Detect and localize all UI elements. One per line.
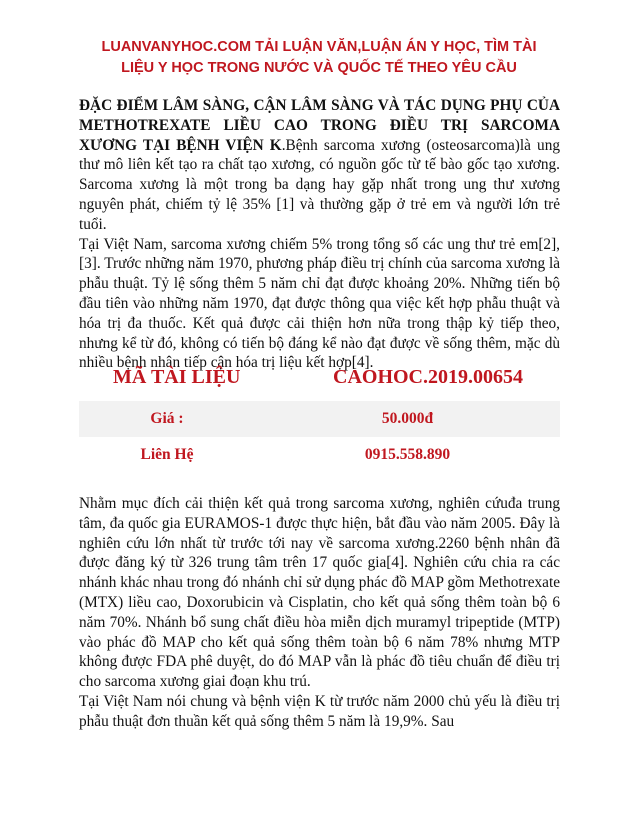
header-line-1: LUANVANYHOC.COM TẢI LUẬN VĂN,LUẬN ÁN Y HỌC, TÌM TÀI bbox=[101, 39, 537, 55]
site-header bbox=[40, 37, 598, 79]
price-row bbox=[79, 401, 560, 437]
contact-row bbox=[79, 437, 560, 473]
document-code-row bbox=[79, 364, 560, 394]
price-label: Giá : bbox=[79, 401, 255, 437]
paragraph-3: Nhằm mục đích cải thiện kết quả trong sarcoma xương, nghiên cứuđa trung tâm, đa quốc gia EURAMOS-1 được thực hiện, bắt đầu vào năm 2005. Đây là nghiên cứu lớn nhất từ trước tới nay về sarcoma xương.2260 bệnh nhân đã được đăng ký từ 326 trung tâm trên 17 quốc gia[4]. Nghiên cứu chia ra các nhánh khác nhau trong đó nhánh chỉ sử dụng phác đồ MAP gồm Methotrexate (MTX) liều cao, Doxorubicin và Cisplatin, cho kết quả sống thêm toàn bộ 6 năm 70%. Nhánh bổ sung chất điều hòa miễn dịch muramyl tripeptide (MTP) vào phác đồ MAP cho kết quả sống thêm toàn bộ 6 năm 78% nhưng MTP không được FDA phê duyệt, do đó MAP vẫn là phác đồ tiêu chuẩn để điều trị cho sarcoma xương giai đoạn khu trú. bbox=[79, 495, 560, 691]
price-contact-table bbox=[79, 401, 560, 473]
document-code-value: CAOHOC.2019.00654 bbox=[333, 366, 523, 388]
article-title: ĐẶC ĐIỂM LÂM SÀNG, CẬN LÂM SÀNG VÀ TÁC DỤNG PHỤ CỦA METHOTREXATE LIỀU CAO TRONG ĐIỀU TRỊ SARCOMA XƯƠNG TẠI BỆNH VIỆN K bbox=[79, 97, 560, 154]
contact-value[interactable]: 0915.558.890 bbox=[364, 446, 451, 463]
document-code-label: MÃ TÀI LIỆU bbox=[113, 366, 241, 388]
price-value: 50.000đ bbox=[255, 401, 560, 437]
article-intro bbox=[79, 96, 560, 373]
paragraph-4: Tại Việt Nam nói chung và bệnh viện K từ trước năm 2000 chủ yếu là điều trị phẫu thuật đơn thuần kết quả sống thêm 5 năm là 19,9%. Sau bbox=[79, 692, 560, 730]
article-body bbox=[79, 494, 560, 732]
intro-paragraph bbox=[79, 96, 560, 235]
intro-text: .Bệnh sarcoma xương (osteosarcoma)là ung thư mô liên kết tạo ra chất tạo xương, có nguồn gốc từ tế bào gốc tạo xương. Sarcoma xương là một trong ba dạng hay gặp nhất trong ung thư xương nguyên phát, chiếm tỷ lệ 35% [1] và thường gặp ở trẻ em và người lớn trẻ tuổi. bbox=[79, 136, 561, 233]
paragraph-2: Tại Việt Nam, sarcoma xương chiếm 5% trong tổng số các ung thư trẻ em[2], [3]. Trước những năm 1970, phương pháp điều trị chính của sarcoma xương là phẫu thuật. Tỷ lệ sống thêm 5 năm chỉ đạt được khoảng 20%. Những tiến bộ đầu tiên vào những năm 1970, đạt được thông qua việc kết hợp phẫu thuật và hóa trị đa thuốc. Kết quả được cải thiện hơn nữa trong thập kỷ tiếp theo, nhưng kể từ đó, không có tiến bộ đáng kể nào đạt được về sống thêm, mặc dù nhiều bệnh nhân tiếp cận hóa trị liệu kết hợp[4]. bbox=[79, 235, 560, 372]
header-line-2: LIỆU Y HỌC TRONG NƯỚC VÀ QUỐC TẾ THEO YÊU CẦU bbox=[121, 60, 517, 76]
contact-label: Liên Hệ bbox=[140, 446, 194, 463]
